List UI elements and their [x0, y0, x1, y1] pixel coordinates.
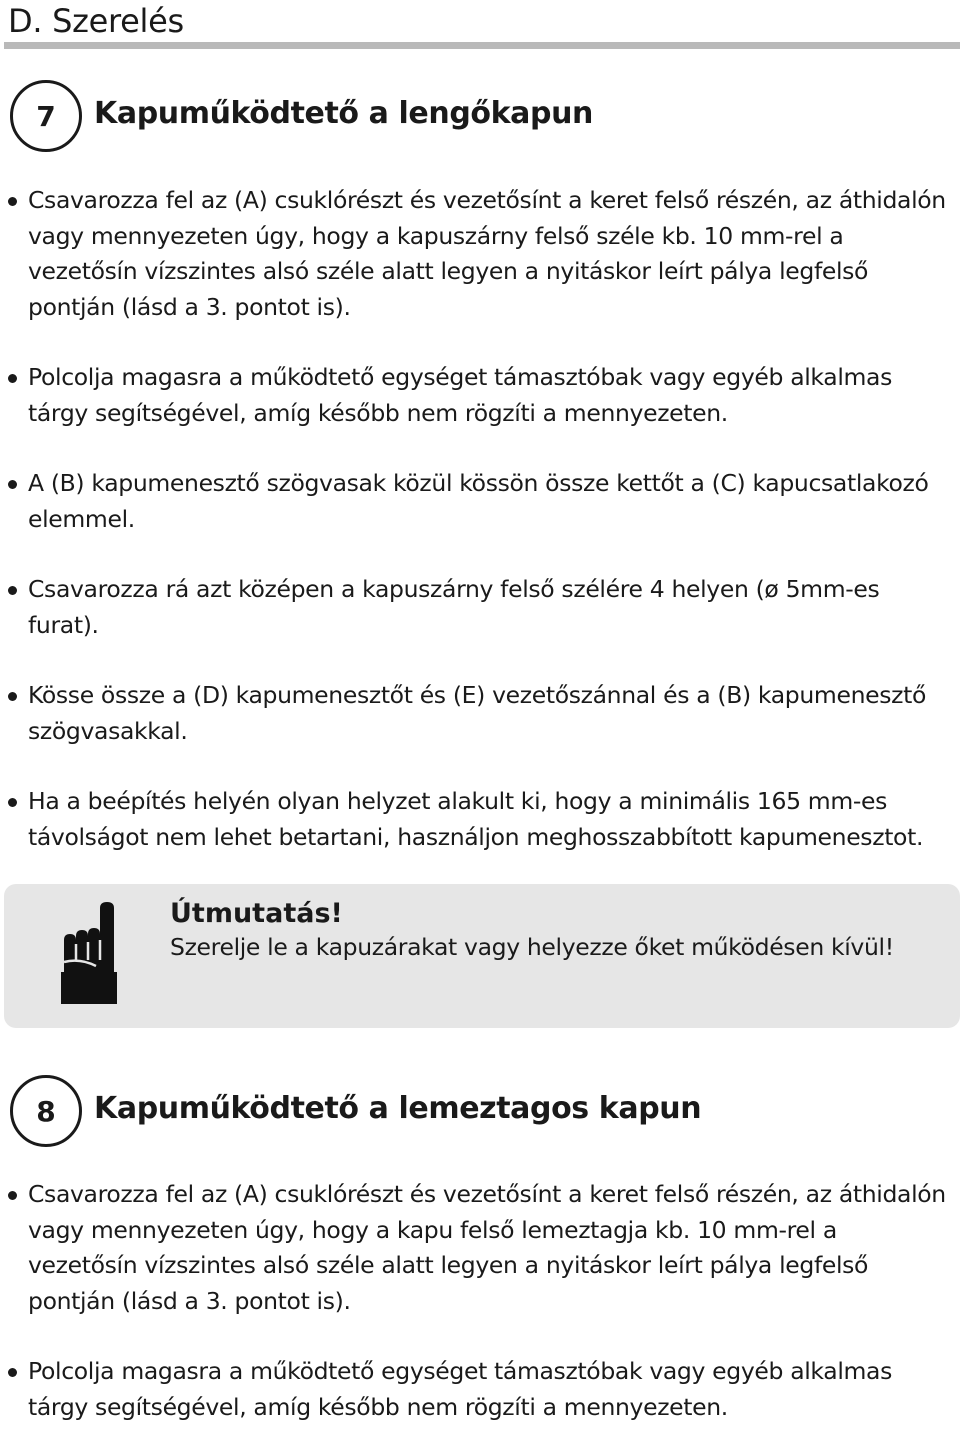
bullet-icon	[8, 692, 17, 701]
step-8-heading	[8, 1075, 948, 1151]
step-number-badge: 8	[10, 1075, 82, 1147]
list-item	[8, 466, 953, 537]
bullet-text: Ha a beépítés helyén olyan helyzet alakult ki, hogy a minimális 165 mm-es távolságot nem lehet betartani, használjon meghosszabbított kapumenesztot.	[28, 787, 924, 851]
section-title: D. Szerelés	[8, 2, 184, 40]
bullet-icon	[8, 798, 17, 807]
list-item	[8, 1177, 953, 1319]
bullet-text: Polcolja magasra a működtető egységet támasztóbak vagy egyéb alkalmas tárgy segítségével, amíg később nem rögzíti a mennyezeten.	[28, 1357, 892, 1421]
bullet-icon	[8, 197, 17, 206]
list-item	[8, 784, 953, 855]
list-item	[8, 360, 953, 431]
bullet-icon	[8, 1191, 17, 1200]
note-text: Szerelje le a kapuzárakat vagy helyezze őket működésen kívül!	[170, 933, 894, 961]
bullet-text: A (B) kapumenesztő szögvasak közül kössön össze kettőt a (C) kapucsatlakozó elemmel.	[28, 469, 929, 533]
bullet-text: Csavarozza fel az (A) csuklórészt és vezetősínt a keret felső részén, az áthidalón vagy mennyezeten úgy, hogy a kapu felső lemeztagja kb. 10 mm-rel a vezetősín vízszintes alsó széle alatt legyen a nyitáskor leírt pálya legfelső pontján (lásd a 3. pontot is).	[28, 1180, 946, 1315]
list-item	[8, 1354, 953, 1425]
step-number-badge: 7	[10, 80, 82, 152]
step-7-heading	[8, 80, 948, 156]
step-title: Kapuműködtető a lemeztagos kapun	[94, 1091, 702, 1126]
bullet-icon	[8, 480, 17, 489]
bullet-text: Csavarozza fel az (A) csuklórészt és vezetősínt a keret felső részén, az áthidalón vagy mennyezeten úgy, hogy a kapuszárny felső széle kb. 10 mm-rel a vezetősín vízszintes alsó széle alatt legyen a nyitáskor leírt pálya legfelső pontján (lásd a 3. pontot is).	[28, 186, 946, 321]
bullet-icon	[8, 374, 17, 383]
list-item	[8, 572, 953, 643]
step-title: Kapuműködtető a lengőkapun	[94, 96, 593, 131]
header-divider	[4, 42, 960, 49]
pointing-hand-icon	[56, 900, 128, 1008]
note-box	[4, 884, 960, 1028]
step-7-instructions	[8, 183, 953, 855]
bullet-icon	[8, 586, 17, 595]
bullet-text: Csavarozza rá azt középen a kapuszárny felső szélére 4 helyen (ø 5mm-es furat).	[28, 575, 880, 639]
bullet-icon	[8, 1368, 17, 1377]
list-item	[8, 678, 953, 749]
bullet-text: Polcolja magasra a működtető egységet támasztóbak vagy egyéb alkalmas tárgy segítségével, amíg később nem rögzíti a mennyezeten.	[28, 363, 892, 427]
note-title: Útmutatás!	[170, 898, 343, 929]
list-item	[8, 183, 953, 325]
step-8-instructions	[8, 1177, 953, 1425]
bullet-text: Kösse össze a (D) kapumenesztőt és (E) vezetőszánnal és a (B) kapumenesztő szögvasakkal.	[28, 681, 926, 745]
